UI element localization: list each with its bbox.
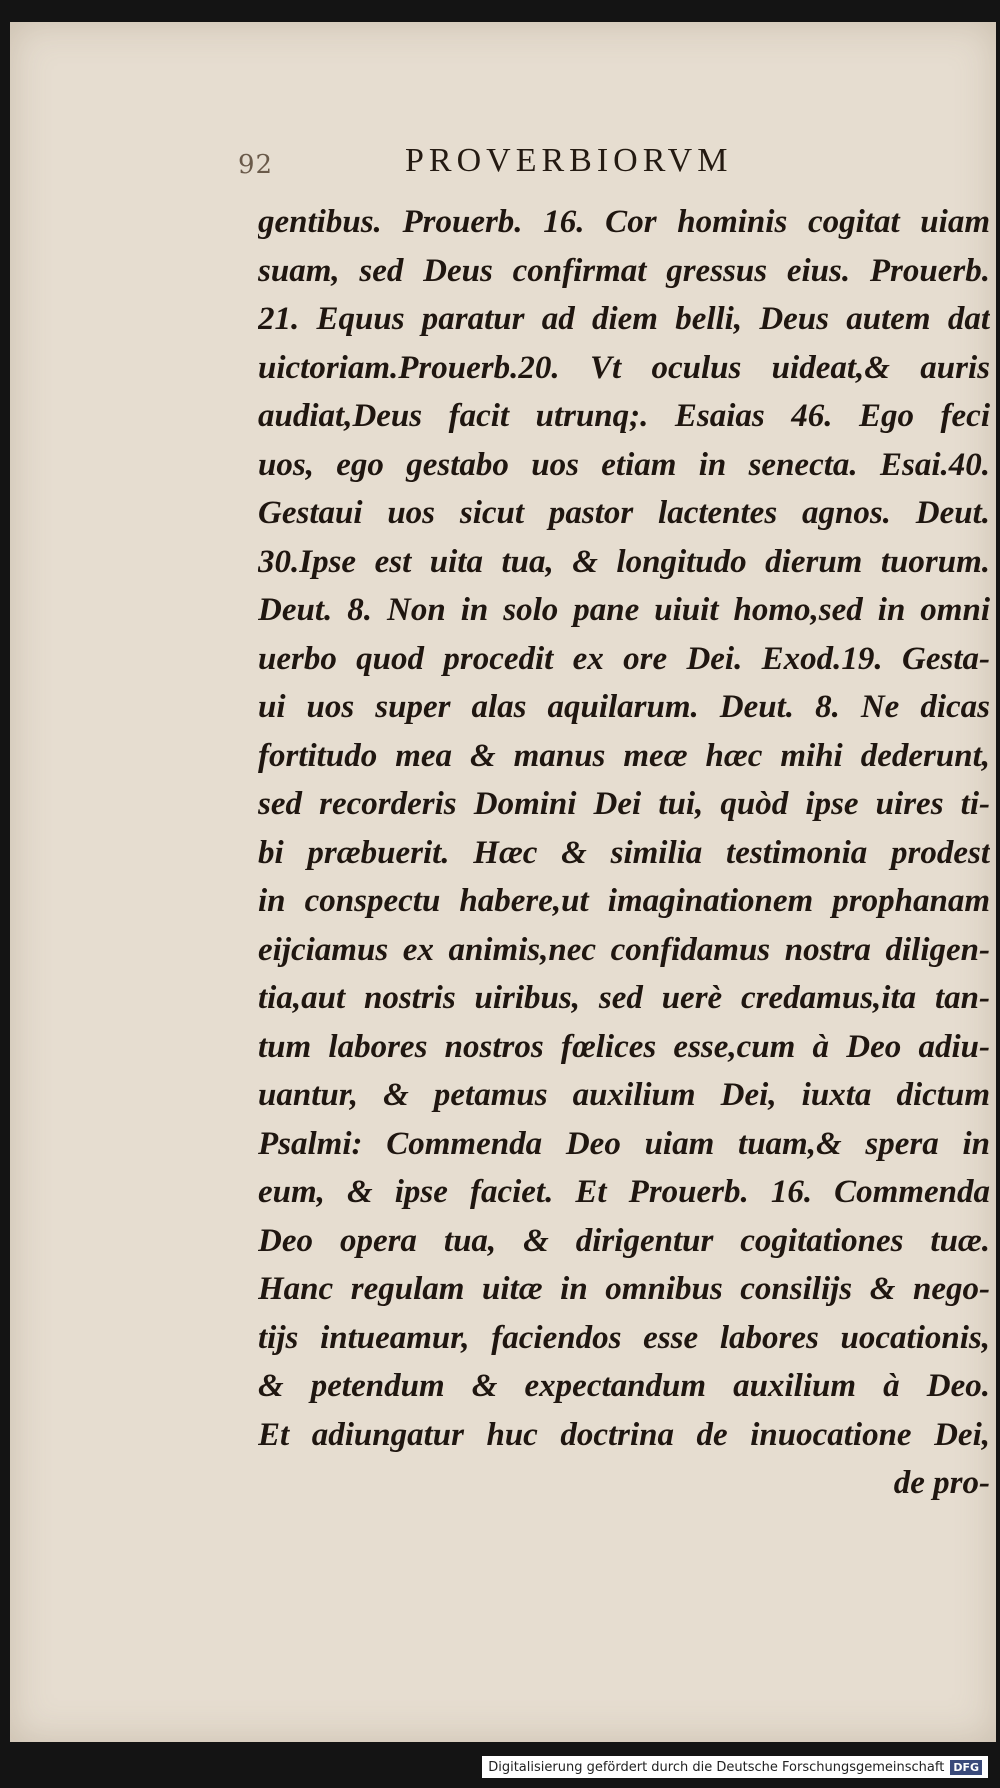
text-line: Deut. 8. Non in solo pane uiuit homo,sed in omni [258, 592, 990, 628]
text-line: uantur, & petamus auxilium Dei, iuxta dictum [258, 1077, 990, 1113]
text-line: sed recorderis Domini Dei tui, quòd ipse uires ti- [258, 786, 990, 822]
text-line: Deo opera tua, & dirigentur cogitationes tuæ. [258, 1222, 990, 1259]
text-line: & petendum & expectandum auxilium à Deo. [258, 1368, 990, 1404]
text-line: Psalmi: Commenda Deo uiam tuam,& spera in [258, 1125, 990, 1162]
text-line: de pro- [893, 1465, 990, 1501]
body-text [258, 198, 990, 1508]
text-line: audiat,Deus facit utrunq;. Esaias 46. Ego feci [258, 398, 990, 434]
book-page [10, 22, 996, 1742]
digitization-credit: Digitalisierung gefördert durch die Deutsche Forschungsgemeinschaft [488, 1759, 945, 1775]
text-line: Et adiungatur huc doctrina de inuocatione Dei, [258, 1416, 990, 1453]
text-line: tum labores nostros fœlices esse,cum à Deo adiu- [258, 1028, 990, 1065]
text-line: 21. Equus paratur ad diem belli, Deus autem dat [258, 301, 990, 337]
text-line: Hanc regulam uitæ in omnibus consilijs & nego- [258, 1271, 990, 1307]
text-line: fortitudo mea & manus meæ hæc mihi dederunt, [258, 737, 990, 774]
text-line: bi præbuerit. Hæc & similia testimonia prodest [258, 834, 990, 871]
text-line: suam, sed Deus confirmat gressus eius. Prouerb. [258, 252, 990, 289]
text-line: ui uos super alas aquilarum. Deut. 8. Ne dicas [258, 689, 990, 725]
page-number: 92 [238, 150, 274, 180]
dfg-logo-icon: DFG [950, 1760, 982, 1775]
text-line: eum, & ipse faciet. Et Prouerb. 16. Commenda [258, 1174, 990, 1210]
digitization-credit-bar [482, 1756, 988, 1778]
text-line: uos, ego gestabo uos etiam in senecta. Esai.40. [258, 446, 990, 483]
text-line: in conspectu habere,ut imaginationem prophanam [258, 883, 990, 919]
text-line: uerbo quod procedit ex ore Dei. Exod.19. Gesta- [258, 640, 990, 677]
text-line: tijs intueamur, faciendos esse labores uocationis, [258, 1319, 990, 1356]
text-line: gentibus. Prouerb. 16. Cor hominis cogitat uiam [258, 204, 990, 240]
text-line: 30.Ipse est uita tua, & longitudo dierum tuorum. [258, 543, 990, 580]
text-line: tia,aut nostris uiribus, sed uerè credamus,ita tan- [258, 980, 990, 1016]
text-line: Gestaui uos sicut pastor lactentes agnos. Deut. [258, 495, 990, 531]
text-line: eijciamus ex animis,nec confidamus nostra diligen- [258, 931, 990, 968]
running-head: PROVERBIORVM [405, 142, 733, 179]
text-line: uictoriam.Prouerb.20. Vt oculus uideat,& auris [258, 349, 990, 386]
